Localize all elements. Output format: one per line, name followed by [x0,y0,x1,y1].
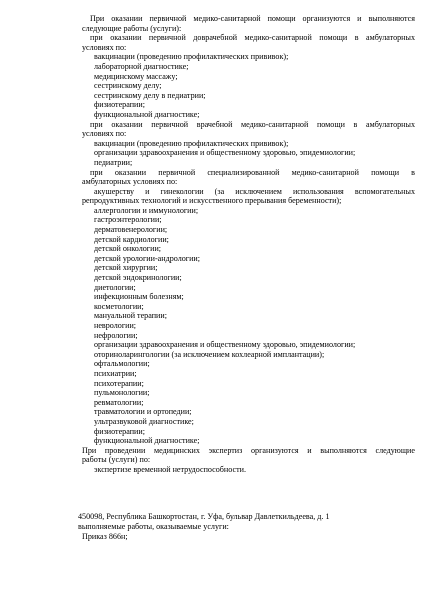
document-line: гастроэнтерологии; [94,215,162,225]
address-line: 450098, Республика Башкортостан, г. Уфа, бульвар Давлеткильдеева, д. 1 [78,512,330,521]
document-line: детской онкологии; [94,244,162,254]
document-line: офтальмологии; [94,359,150,369]
document-line: сестринскому делу в педиатрии; [94,90,206,100]
document-line: физиотерапии; [94,100,145,110]
document-line: диетологии; [94,282,136,292]
document-line: вакцинации (проведению профилактических прививок); [94,138,289,148]
document-body [82,14,415,475]
document-line: медицинскому массажу; [94,71,178,81]
document-line: организации здравоохранения и общественному здоровью, эпидемиологии; [94,340,356,350]
order-line: Приказ 866н; [82,532,128,542]
document-line: функциональной диагностике; [94,109,200,119]
document-line: условиях по: [82,129,127,139]
document-line: нефрологии; [94,330,138,340]
document-line: детской урологии-андрологии; [94,253,201,263]
document-line: при оказании первичной доврачебной медико-санитарной помощи в амбулаторных [90,33,415,43]
document-line: мануальной терапии; [94,311,167,321]
document-line: детской хирургии; [94,263,158,273]
document-footer [78,512,418,543]
document-line: пульмонологии; [94,388,150,398]
document-line: детской эндокринологии; [94,273,182,283]
document-line: травматологии и ортопедии; [94,407,192,417]
document-line: репродуктивных технологий и искусственного прерывания беременности); [82,196,342,206]
document-line: оториноларингологии (за исключением кохлеарной имплантации); [94,349,325,359]
document-line: лабораторной диагностике; [94,61,189,71]
document-line: психиатрии; [94,368,137,378]
document-line: инфекционным болезням; [94,292,184,302]
document-line: сестринскому делу; [94,81,162,91]
document-line: косметологии; [94,301,144,311]
document-line: При проведении медицинских экспертиз организуются и выполняются следующие [82,445,415,455]
document-line: вакцинации (проведению профилактических прививок); [94,52,289,62]
document-line: неврологии; [94,321,137,330]
document-line: работы (услуги) по: [82,455,151,465]
document-line: физиотерапии; [94,426,145,436]
document-line: психотерапии; [94,378,144,388]
document-line: функциональной диагностике; [94,436,200,446]
document-line: условиях по: [82,42,127,52]
document-line: следующие работы (услуги): [82,23,182,33]
document-line: организации здравоохранения и общественному здоровью, эпидемиологии; [94,148,356,158]
document-line: дерматовенерологии; [94,225,168,235]
document-line: ревматологии; [94,397,144,407]
document-line: при оказании первичной врачебной медико-санитарной помощи в амбулаторных [90,119,415,129]
document-line: аллергологии и иммунологии; [94,205,199,215]
document-line: ультразвуковой диагностике; [94,416,194,426]
document-line: при оказании первичной специализированной медико-санитарной помощи в [90,167,415,177]
document-line: При оказании первичной медико-санитарной помощи организуются и выполняются [90,14,415,23]
works-label: выполняемые работы, оказываемые услуги: [78,522,229,532]
document-line: экспертизе временной нетрудоспособности. [94,464,246,474]
document-line: амбулаторных условиях по: [82,177,178,187]
document-line: детской кардиологии; [94,234,169,244]
document-line: акушерству и гинекологии (за исключением использования вспомогательных [94,186,415,196]
document-line: педиатрии; [94,157,133,167]
